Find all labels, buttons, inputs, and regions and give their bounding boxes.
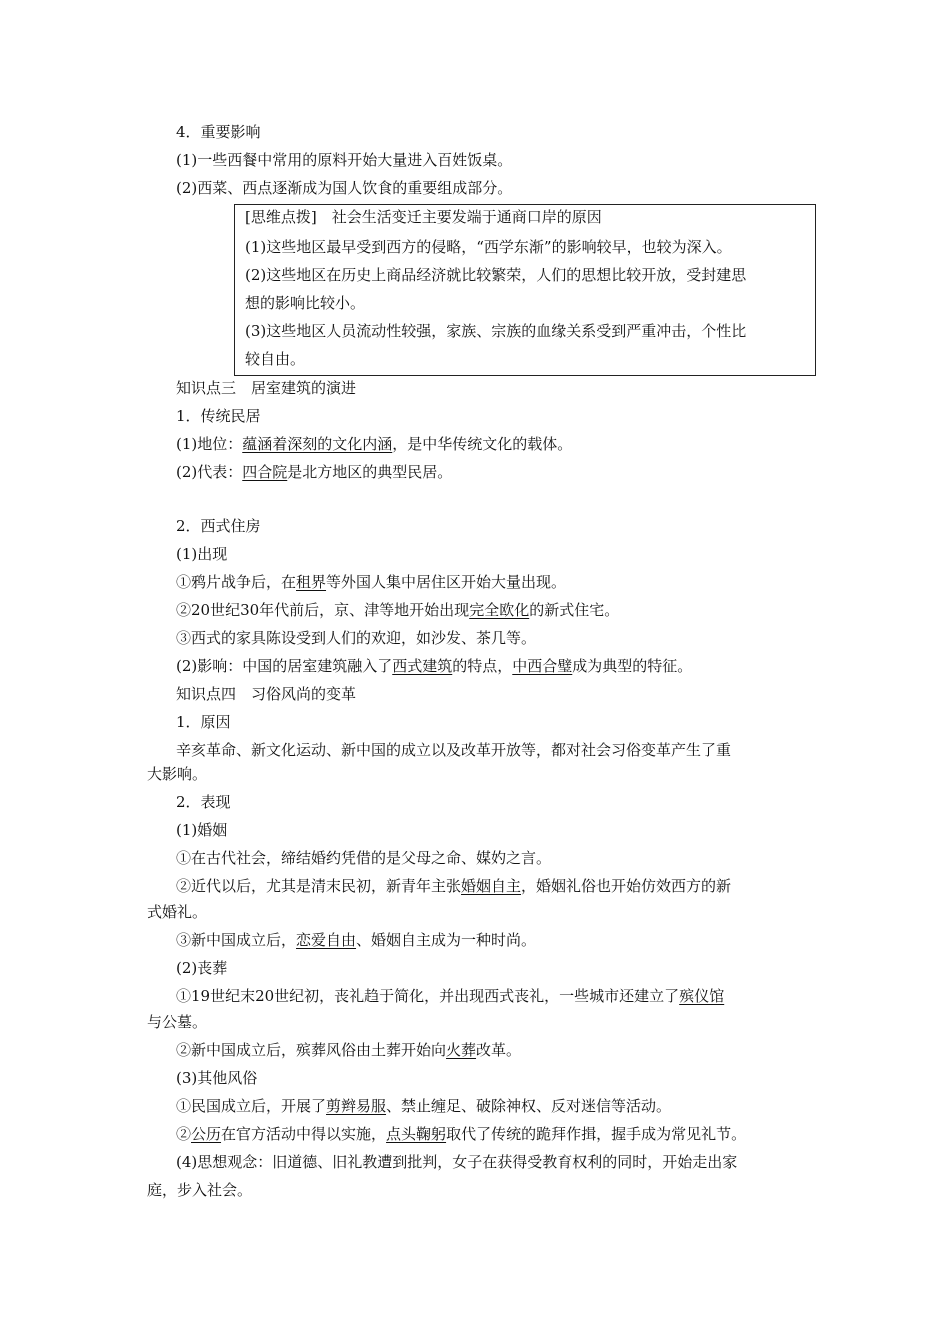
think-tip-box — [234, 204, 816, 376]
text: ，婚姻礼俗也开始仿效西方的新 — [521, 877, 732, 895]
think-tip-title: [思维点拨] 社会生活变迁主要发端于通商口岸的原因 — [245, 208, 602, 226]
other-customs-heading: (3)其他风俗 — [176, 1069, 258, 1087]
text: 等外国人集中居住区开始大量出现。 — [326, 573, 567, 591]
think-tip-point-3-line-2: 较自由。 — [245, 350, 306, 368]
text: ③新中国成立后， — [176, 931, 297, 949]
underlined-text: 完全欧化 — [469, 601, 530, 619]
text: ②近代以后，尤其是清末民初，新青年主张 — [176, 877, 462, 895]
underlined-text: 四合院 — [242, 463, 288, 481]
funeral-item-2 — [176, 1040, 521, 1060]
other-customs-item-2 — [176, 1124, 746, 1144]
text: 取代了传统的跪拜作揖，握手成为常见礼节。 — [446, 1125, 747, 1143]
underlined-text: 西式建筑 — [392, 657, 453, 675]
causes-heading: 1．原因 — [176, 713, 231, 731]
causes-line-2: 大影响。 — [147, 765, 208, 783]
marriage-item-3 — [176, 930, 536, 950]
text: 、禁止缠足、破除神权、反对迷信等活动。 — [386, 1097, 672, 1115]
text: 成为典型的特征。 — [572, 657, 693, 675]
text: ② — [176, 1125, 192, 1143]
appearance-item-3: ③西式的家具陈设受到人们的欢迎，如沙发、茶几等。 — [176, 629, 537, 647]
text: 、婚姻自主成为一种时尚。 — [356, 931, 537, 949]
text: (1)地位： — [176, 435, 243, 453]
underlined-text: 恋爱自由 — [296, 931, 357, 949]
appearance-item-1 — [176, 572, 566, 592]
underlined-text: 公历 — [191, 1125, 222, 1143]
knowledge-point-3-title: 知识点三 居室建筑的演进 — [176, 379, 357, 397]
think-tip-point-3-line-1: (3)这些地区人员流动性较强，家族、宗族的血缘关系受到严重冲击，个性比 — [245, 322, 747, 340]
marriage-item-1: ①在古代社会，缔结婚约凭借的是父母之命、媒妁之言。 — [176, 849, 552, 867]
think-tip-point-1: (1)这些地区最早受到西方的侵略，“西学东渐”的影响较早，也较为深入。 — [245, 238, 732, 256]
section-heading-important-impact: 4．重要影响 — [176, 123, 261, 141]
ideas-line-1: (4)思想观念：旧道德、旧礼教遭到批判，女子在获得受教育权利的同时，开始走出家 — [176, 1153, 738, 1171]
appearance-item-2 — [176, 600, 619, 620]
western-housing-appearance: (1)出现 — [176, 545, 228, 563]
marriage-item-2 — [176, 876, 731, 896]
traditional-dwelling-representative — [176, 462, 452, 482]
text: (2)代表： — [176, 463, 243, 481]
underlined-text: 剪辫易服 — [326, 1097, 387, 1115]
think-tip-point-2-line-2: 想的影响比较小。 — [245, 294, 366, 312]
text: ②20世纪30年代前后，京、津等地开始出现 — [176, 601, 470, 619]
ideas-line-2: 庭，步入社会。 — [147, 1181, 253, 1199]
impact-item-1: (1)一些西餐中常用的原料开始大量进入百姓饭桌。 — [176, 151, 513, 169]
underlined-text: 火葬 — [446, 1041, 477, 1059]
marriage-heading: (1)婚姻 — [176, 821, 228, 839]
underlined-text: 蕴涵着深刻的文化内涵 — [242, 435, 393, 453]
funeral-item-1-line-2: 与公墓。 — [147, 1013, 208, 1031]
impact-item-2: (2)西菜、西点逐渐成为国人饮食的重要组成部分。 — [176, 179, 513, 197]
traditional-dwelling-position — [176, 434, 572, 454]
traditional-dwelling-heading: 1．传统民居 — [176, 407, 261, 425]
causes-line-1: 辛亥革命、新文化运动、新中国的成立以及改革开放等，都对社会习俗变革产生了重 — [176, 741, 732, 759]
text: 的新式住宅。 — [529, 601, 620, 619]
other-customs-item-1 — [176, 1096, 671, 1116]
funeral-item-1 — [176, 986, 724, 1006]
text: 改革。 — [476, 1041, 522, 1059]
underlined-text: 中西合璧 — [512, 657, 573, 675]
knowledge-point-4-title: 知识点四 习俗风尚的变革 — [176, 685, 357, 703]
text: ②新中国成立后，殡葬风俗由土葬开始向 — [176, 1041, 447, 1059]
text: 是北方地区的典型民居。 — [287, 463, 453, 481]
text: (2)影响：中国的居室建筑融入了 — [176, 657, 393, 675]
underlined-text: 点头鞠躬 — [386, 1125, 447, 1143]
underlined-text: 婚姻自主 — [461, 877, 522, 895]
western-housing-heading: 2．西式住房 — [176, 517, 261, 535]
marriage-item-2-line-2: 式婚礼。 — [147, 903, 208, 921]
western-housing-influence — [176, 656, 692, 676]
text: 在官方活动中得以实施， — [221, 1125, 387, 1143]
text: ①19世纪末20世纪初，丧礼趋于简化，并出现西式丧礼，一些城市还建立了 — [176, 987, 680, 1005]
text: ，是中华传统文化的载体。 — [392, 435, 573, 453]
underlined-text: 殡仪馆 — [679, 987, 725, 1005]
text: ①民国成立后，开展了 — [176, 1097, 327, 1115]
think-tip-point-2-line-1: (2)这些地区在历史上商品经济就比较繁荣，人们的思想比较开放，受封建思 — [245, 266, 747, 284]
text: 的特点， — [452, 657, 513, 675]
underlined-text: 租界 — [296, 573, 327, 591]
text: ①鸦片战争后，在 — [176, 573, 297, 591]
manifestation-heading: 2．表现 — [176, 793, 231, 811]
funeral-heading: (2)丧葬 — [176, 959, 228, 977]
